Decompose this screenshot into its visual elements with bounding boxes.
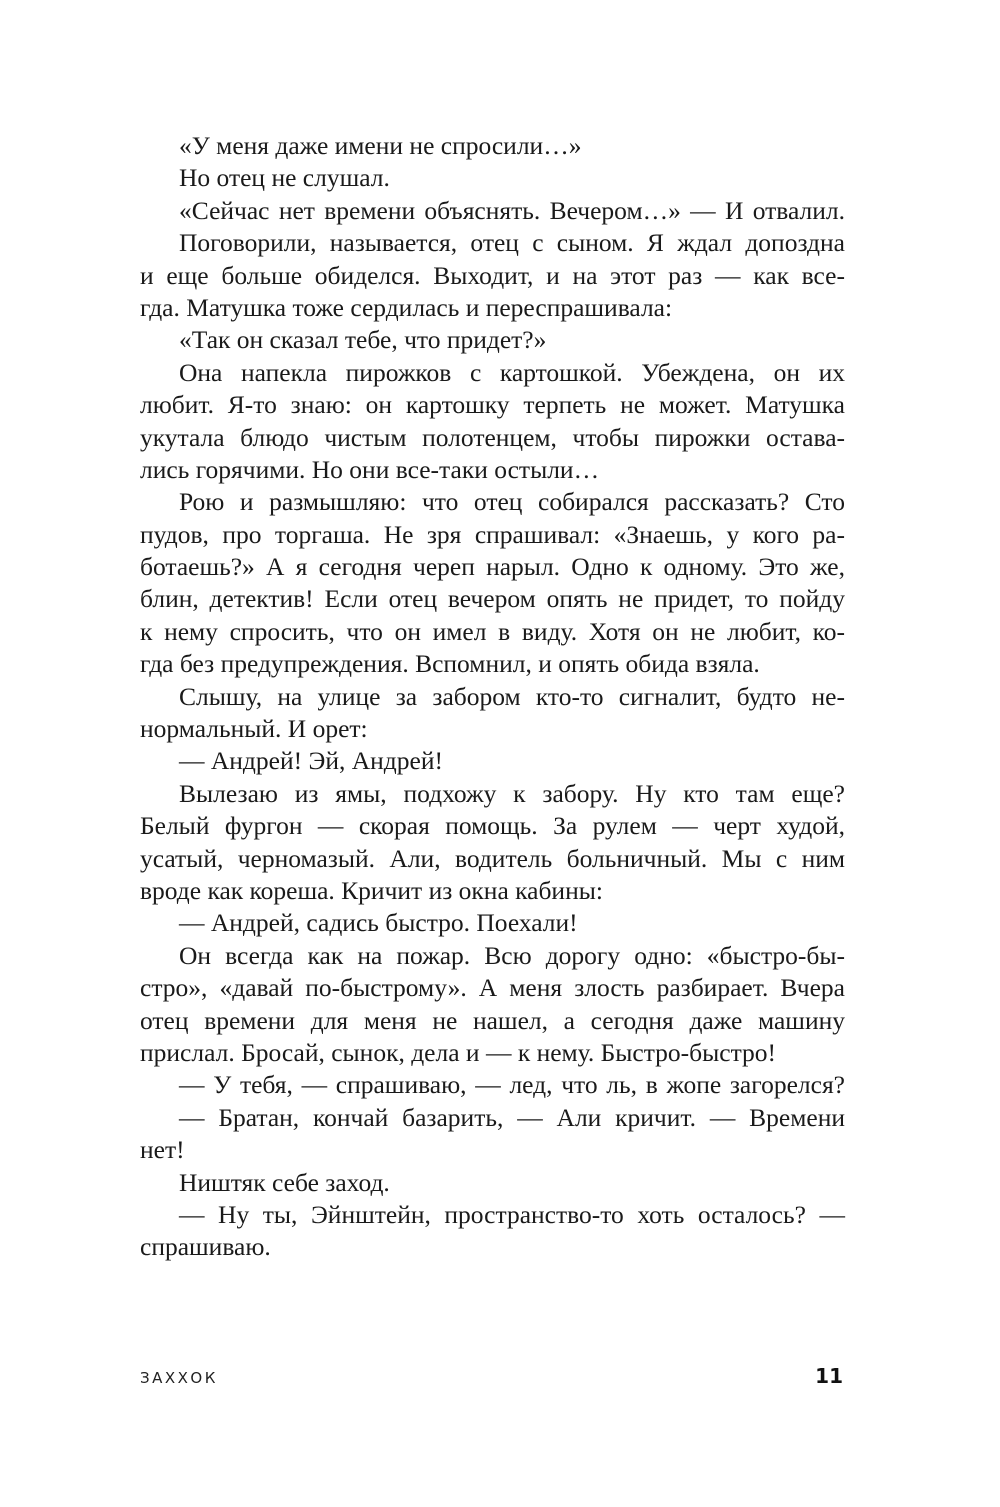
text-line: — Андрей! Эй, Андрей! [179, 746, 443, 776]
body-text [140, 130, 845, 1264]
text-line: прислал. Бросай, сынок, дела и — к нему. Быстро-быстро! [140, 1037, 777, 1067]
text-line: лись горячими. Но они все-таки остыли… [140, 454, 600, 484]
text-line: Ништяк себе заход. [179, 1167, 390, 1197]
text-line: Но отец не слушал. [179, 163, 390, 193]
text-line: Поговорили, называется, отец с сыном. Я ждал допоздна [179, 228, 845, 258]
text-line: гда. Матушка тоже сердилась и переспрашивала: [140, 292, 673, 322]
text-line: — У тебя, — спрашиваю, — лед, что ль, в жопе загорелся? [179, 1070, 845, 1100]
running-title: ЗАХХОК [140, 1369, 218, 1387]
text-line: — Ну ты, Эйнштейн, пространство-то хоть осталось? — [179, 1199, 845, 1229]
text-line: — Братан, кончай базарить, — Али кричит. — Времени [179, 1102, 845, 1132]
text-line: «Сейчас нет времени объяснять. Вечером…» — И отвалил. [179, 195, 845, 225]
text-line: вроде как кореша. Кричит из окна кабины: [140, 875, 603, 905]
text-line: и еще больше обиделся. Выходит, и на этот раз — как все- [140, 260, 845, 290]
text-line: спрашиваю. [140, 1232, 271, 1262]
text-line: Рою и размышляю: что отец собирался рассказать? Сто [179, 487, 845, 517]
text-line: пудов, про торгаша. Не зря спрашивал: «Знаешь, у кого ра- [140, 519, 845, 549]
text-line: отец времени для меня не нашел, а сегодня даже машину [140, 1005, 845, 1035]
text-line: ботаешь?» А я сегодня череп нарыл. Одно к одному. Это же, [140, 552, 845, 582]
text-line: нет! [140, 1135, 185, 1165]
text-line: — Андрей, садись быстро. Поехали! [179, 908, 578, 938]
page-number: 11 [815, 1364, 843, 1388]
text-line: к нему спросить, что он имел в виду. Хотя он не любит, ко- [140, 616, 845, 646]
text-line: любит. Я-то знаю: он картошку терпеть не может. Матушка [140, 390, 845, 420]
text-line: Белый фургон — скорая помощь. За рулем — черт худой, [140, 811, 845, 841]
text-line: стро», «давай по-быстрому». А меня злость разбирает. Вчера [140, 973, 845, 1003]
text-line: «У меня даже имени не спросили…» [179, 131, 582, 160]
text-line: «Так он сказал тебе, что придет?» [179, 325, 547, 355]
text-line: гда без предупреждения. Вспомнил, и опять обида взяла. [140, 649, 760, 679]
text-line: нормальный. И орет: [140, 714, 368, 744]
text-line: блин, детектив! Если отец вечером опять не придет, то пойду [140, 584, 845, 614]
text-line: усатый, черномазый. Али, водитель больничный. Мы с ним [140, 843, 845, 873]
text-line: укутала блюдо чистым полотенцем, чтобы пирожки остава- [140, 422, 845, 452]
text-line: Вылезаю из ямы, подхожу к забору. Ну кто там еще? [179, 778, 845, 808]
text-line: Она напекла пирожков с картошкой. Убеждена, он их [179, 357, 845, 387]
text-line: Слышу, на улице за забором кто-то сигналит, будто не- [179, 681, 845, 711]
text-line: Он всегда как на пожар. Всю дорогу одно: «быстро-бы- [179, 940, 845, 970]
